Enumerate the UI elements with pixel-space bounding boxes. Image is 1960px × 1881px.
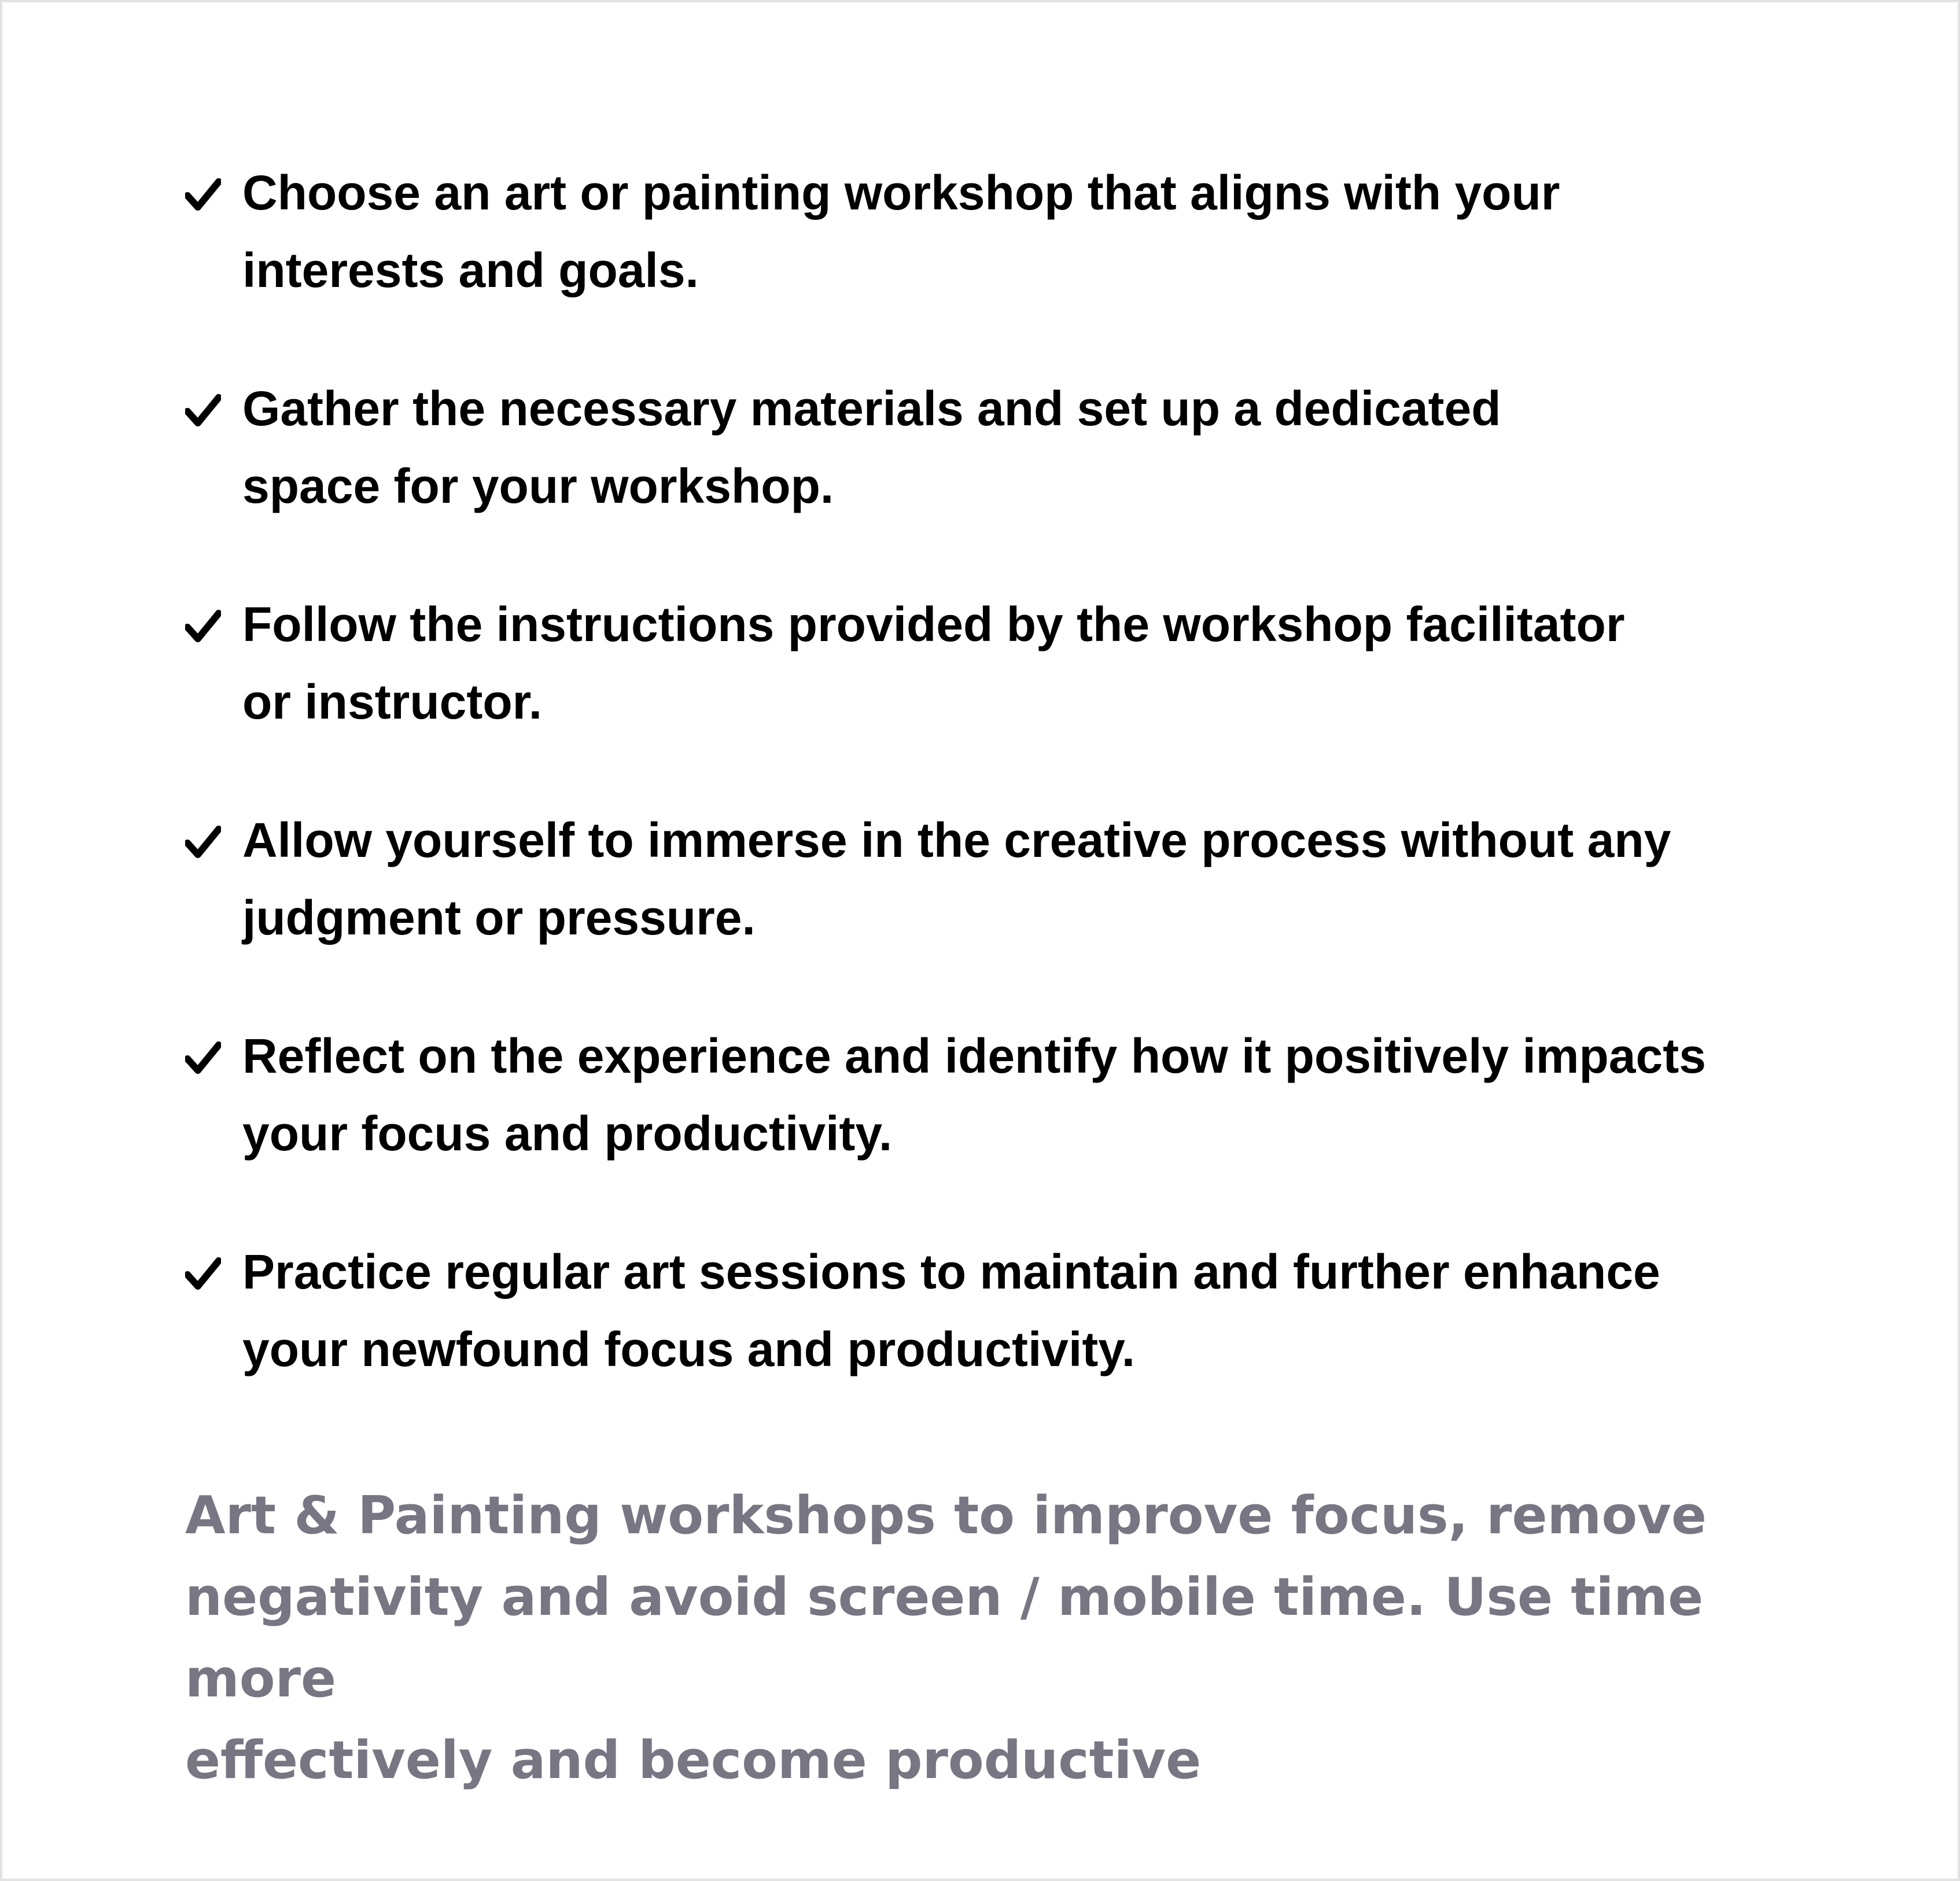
check-icon bbox=[185, 826, 221, 858]
checklist-item-line1: Choose an art or painting workshop that aligns with your bbox=[242, 165, 1560, 220]
checklist-item bbox=[185, 370, 1863, 525]
checklist-item bbox=[185, 1233, 1863, 1388]
check-icon bbox=[185, 394, 221, 426]
checklist-item-line1: Practice regular art sessions to maintain and further enhance bbox=[242, 1245, 1660, 1299]
checklist-item-line1: Gather the necessary materials and set up a dedicated bbox=[242, 381, 1501, 436]
check-icon bbox=[185, 1257, 221, 1290]
check-icon bbox=[185, 178, 221, 211]
summary-line3: effectively and become productive bbox=[185, 1730, 1202, 1791]
checklist-item-line2: judgment or pressure. bbox=[242, 890, 756, 945]
checklist bbox=[185, 154, 1863, 1449]
summary-line2: negativity and avoid screen / mobile time. Use time more bbox=[185, 1567, 1704, 1709]
checklist-item-line2: or instructor. bbox=[242, 675, 543, 729]
checklist-item bbox=[185, 801, 1863, 956]
checklist-item-line2: interests and goals. bbox=[242, 243, 699, 297]
checklist-item bbox=[185, 154, 1863, 309]
checklist-item bbox=[185, 586, 1863, 741]
checklist-item-line2: your newfound focus and productivity. bbox=[242, 1322, 1136, 1376]
checklist-item-line1: Reflect on the experience and identify how it positively impacts bbox=[242, 1029, 1706, 1083]
checklist-item-line2: your focus and productivity. bbox=[242, 1106, 893, 1161]
summary-paragraph bbox=[185, 1475, 1863, 1801]
summary-line1: Art & Painting workshops to improve focus, remove bbox=[185, 1485, 1707, 1546]
check-icon bbox=[185, 1041, 221, 1074]
check-icon bbox=[185, 610, 221, 642]
checklist-item-line2: space for your workshop. bbox=[242, 459, 834, 513]
checklist-item-line1: Allow yourself to immerse in the creative process without any bbox=[242, 813, 1671, 867]
checklist-item-line1: Follow the instructions provided by the workshop facilitator bbox=[242, 597, 1625, 651]
checklist-item bbox=[185, 1017, 1863, 1172]
